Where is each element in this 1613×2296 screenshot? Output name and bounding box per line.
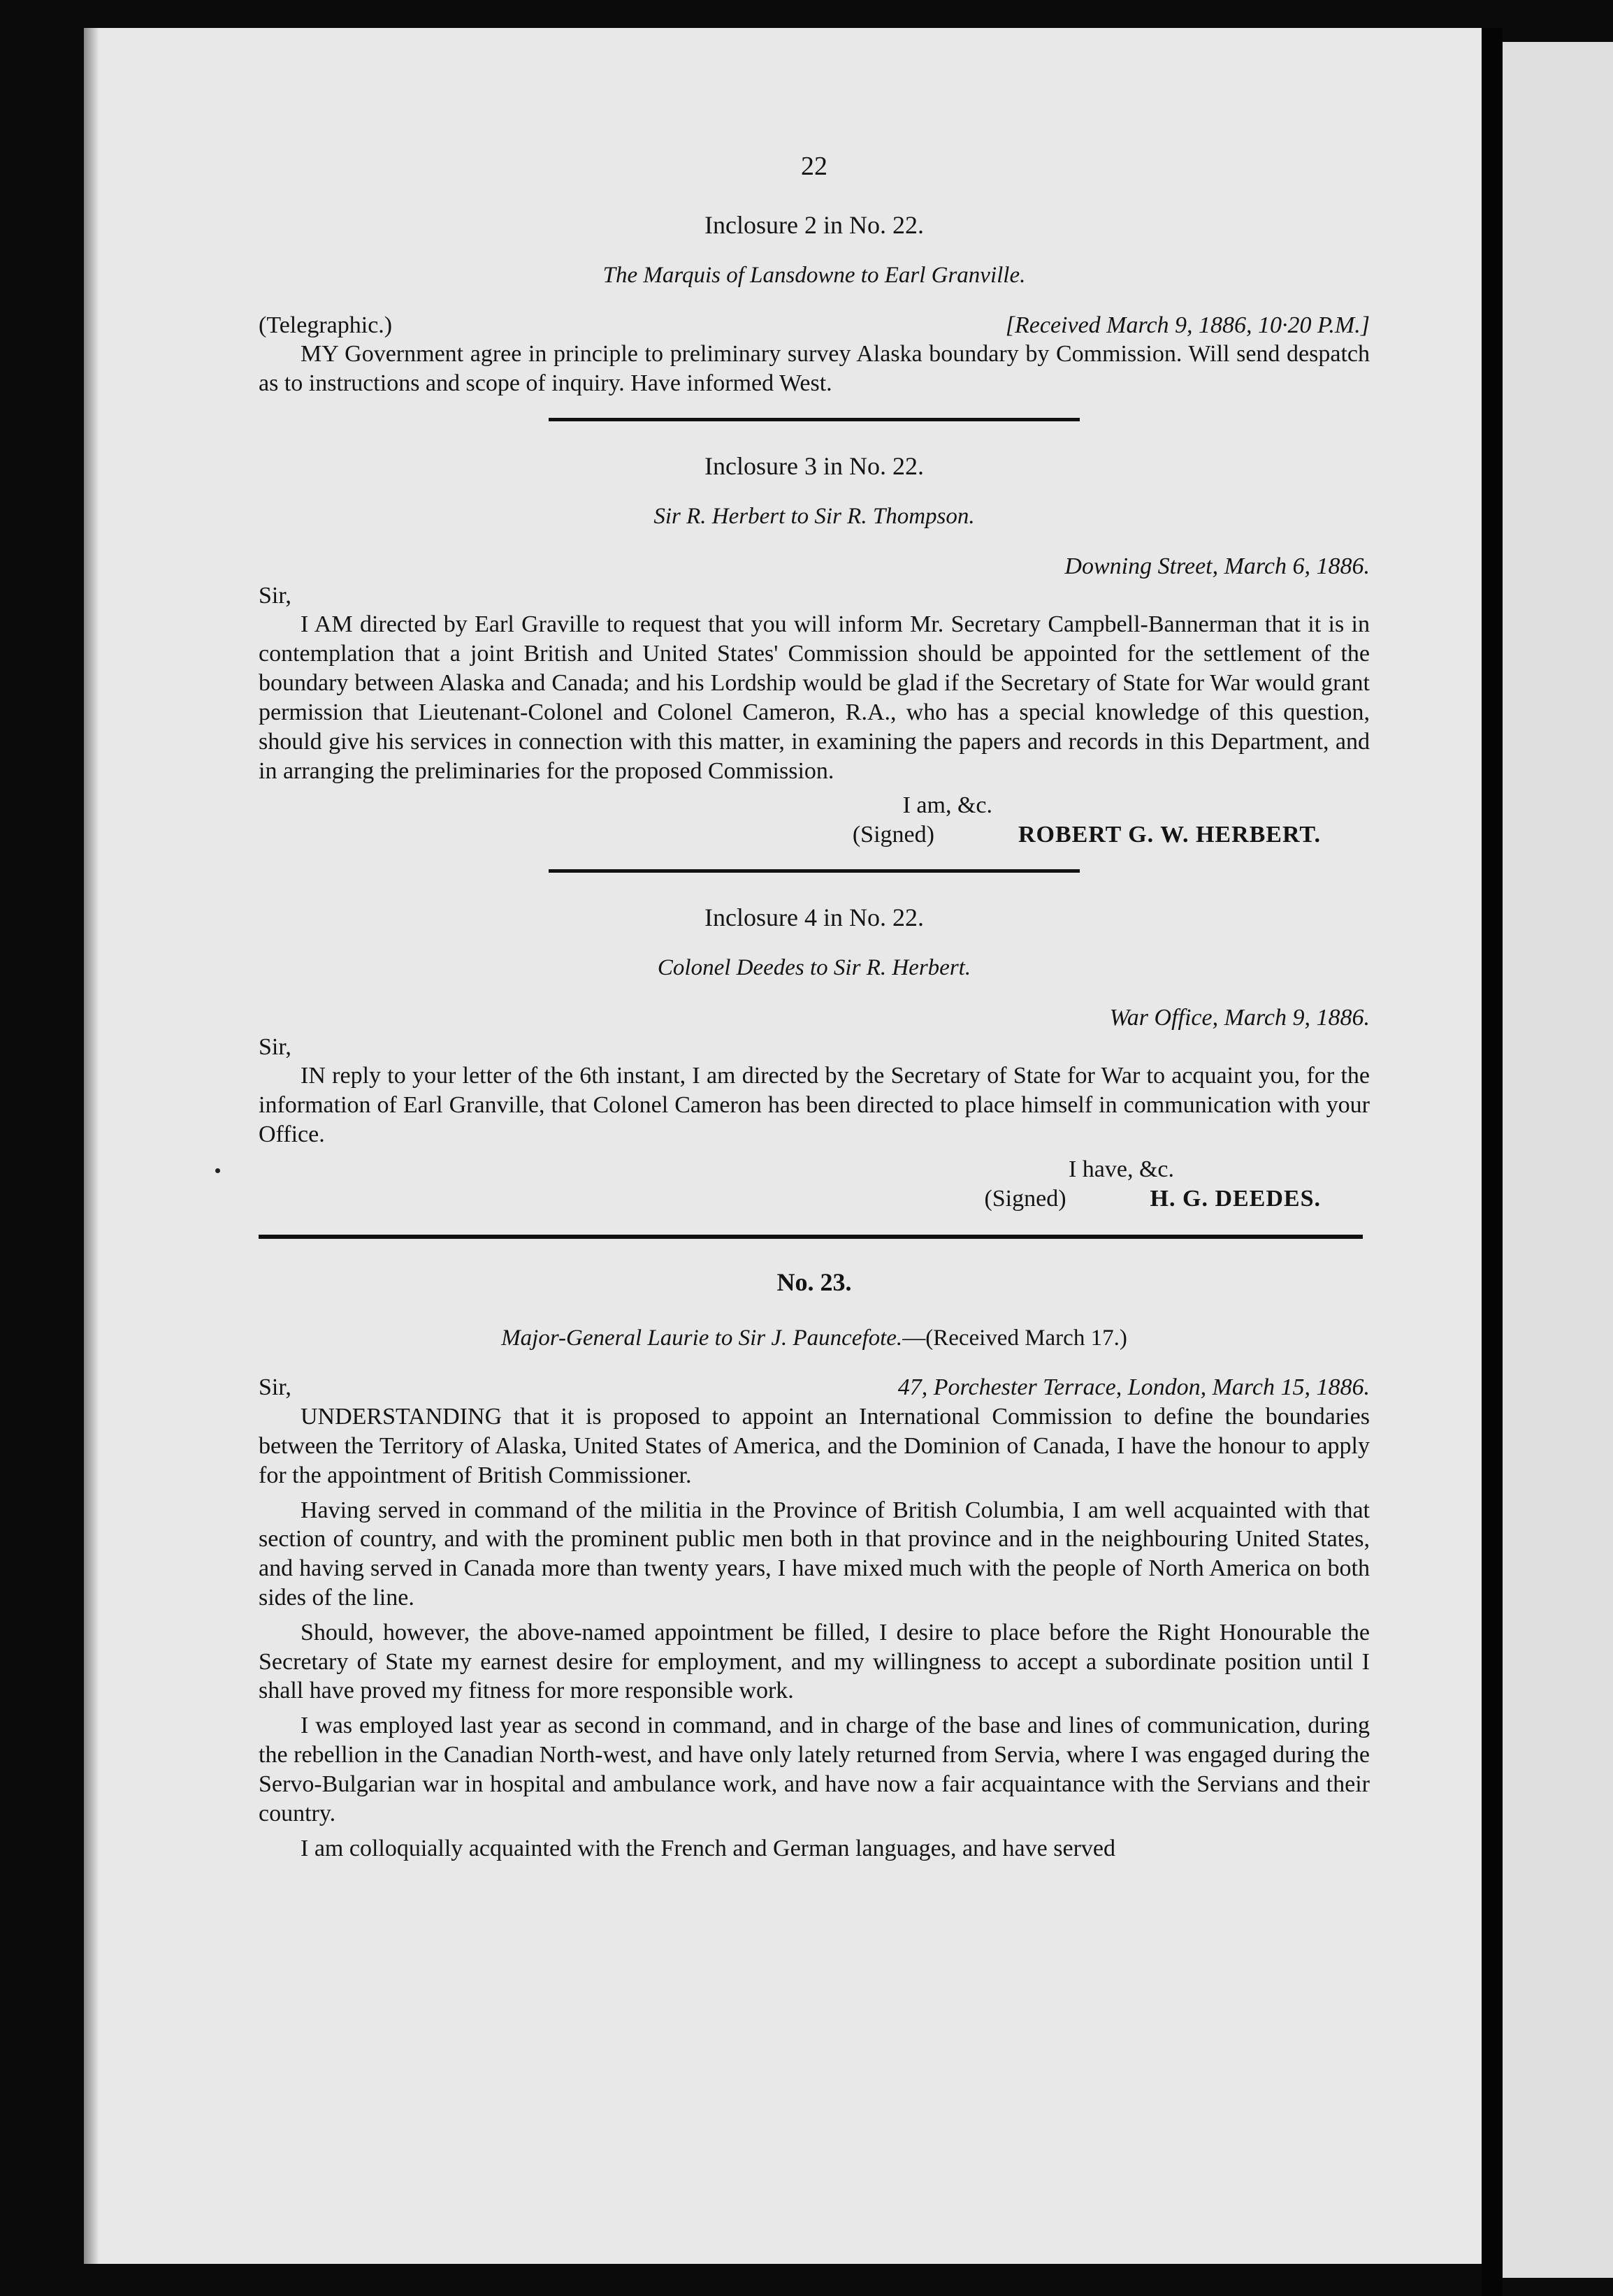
inclosure-2-body: MY Government agree in principle to preliminary survey Alaska boundary by Commission. Will send despatch as to instructions and scope of inquiry. Have informed West.	[259, 341, 1370, 397]
no-23-received: —(Received March 17.)	[902, 1325, 1127, 1351]
no-23-paragraph: Should, however, the above-named appointment be filled, I desire to place before the Right Honourable the Secretary of State my earnest desire for employment, and my willingness to accept a subordinate position until I shall have proved my fitness for more responsible work.	[259, 1619, 1370, 1704]
no-23-salutation: Sir,	[259, 1374, 291, 1401]
major-divider	[259, 1235, 1363, 1239]
inclosure-3-address: Downing Street, March 6, 1886.	[1064, 553, 1370, 579]
received-note: [Received March 9, 1886, 10·20 P.M.]	[1005, 312, 1370, 338]
inclosure-3-closing: I am, &c.	[902, 792, 992, 819]
no-23-address-line	[259, 1373, 1370, 1402]
inclosure-4-body: IN reply to your letter of the 6th instant, I am directed by the Secretary of State for War to acquaint you, for the information of Earl Granville, that Colonel Cameron has been directed to place himself in communication with your Office.	[259, 1063, 1370, 1148]
signed-label: (Signed)	[984, 1185, 1066, 1212]
inclosure-3-title: Sir R. Herbert to Sir R. Thompson.	[653, 504, 975, 530]
inclosure-4-address: War Office, March 9, 1886.	[1109, 1004, 1370, 1031]
page-number: 22	[801, 152, 827, 181]
ink-speck	[215, 1168, 220, 1173]
no-23-address: 47, Porchester Terrace, London, March 15, 1886.	[897, 1374, 1370, 1401]
telegraphic-label: (Telegraphic.)	[259, 312, 393, 338]
no-23-title: Major-General Laurie to Sir J. Pauncefote.	[501, 1325, 903, 1351]
section-divider	[549, 869, 1080, 873]
inclosure-4-closing: I have, &c.	[1068, 1156, 1174, 1182]
page-gap	[1482, 28, 1503, 2296]
no-23-paragraph: Having served in command of the militia in the Province of British Columbia, I am well acquainted with that section of country, and with the prominent public men both in that province and in the neighbouring United States, and having served in Canada more than twenty years, I have mixed much with the people of North America on both sides of the line.	[259, 1497, 1370, 1611]
section-divider	[549, 418, 1080, 421]
inclosure-2-heading: Inclosure 2 in No. 22.	[704, 210, 924, 239]
inclosure-2-title: The Marquis of Lansdowne to Earl Granville.	[602, 263, 1026, 288]
signature-name: ROBERT G. W. HERBERT.	[1018, 822, 1321, 848]
no-23-paragraph: UNDERSTANDING that it is proposed to appoint an International Commission to define the boundaries between the Territory of Alaska, United States of America, and the Dominion of Canada, I have the honour to apply for the appointment of British Commissioner.	[259, 1404, 1370, 1488]
inclosure-2	[259, 210, 1370, 398]
no-23-heading: No. 23.	[776, 1267, 852, 1296]
document-no-23	[259, 1267, 1370, 1863]
page-binding-shadow	[84, 28, 99, 2264]
no-23-paragraph: I was employed last year as second in command, and in charge of the base and lines of communication, during the rebellion in the Canadian North-west, and have only lately returned from Servia, where I was engaged during the Servo-Bulgarian war in hospital and ambulance work, and have now a fair acquaintance with the Servians and their country.	[259, 1713, 1370, 1826]
inclosure-4-title: Colonel Deedes to Sir R. Herbert.	[657, 955, 971, 981]
no-23-paragraph: I am colloquially acquainted with the French and German languages, and have served	[301, 1835, 1115, 1861]
inclosure-3-signature-line	[259, 820, 1370, 850]
inclosure-4-salutation: Sir,	[259, 1033, 291, 1060]
inclosure-3-salutation: Sir,	[259, 582, 291, 609]
inclosure-4-signature-line	[259, 1184, 1370, 1214]
inclosure-3-body: I AM directed by Earl Graville to request that you will inform Mr. Secretary Campbell-Bannerman that it is in contemplation that a joint British and United States' Commission should be appointed for the settlement of the boundary between Alaska and Canada; and his Lordship would be glad if the Secretary of State for War would grant permission that Lieutenant-Colonel and Colonel Cameron, R.A., who has a special knowledge of this question, should give his services in connection with this matter, in examining the papers and records in this Department, and in arranging the preliminaries for the proposed Commission.	[259, 611, 1370, 784]
document-text	[259, 150, 1370, 1868]
inclosure-3	[259, 451, 1370, 850]
inclosure-4-heading: Inclosure 4 in No. 22.	[704, 903, 924, 931]
adjacent-page-edge	[1503, 42, 1613, 2278]
signed-label: (Signed)	[852, 822, 934, 848]
inclosure-2-meta	[259, 311, 1370, 340]
inclosure-3-heading: Inclosure 3 in No. 22.	[704, 452, 924, 481]
signature-name: H. G. DEEDES.	[1150, 1185, 1321, 1212]
inclosure-4	[259, 902, 1370, 1214]
no-23-title-line	[259, 1324, 1370, 1353]
